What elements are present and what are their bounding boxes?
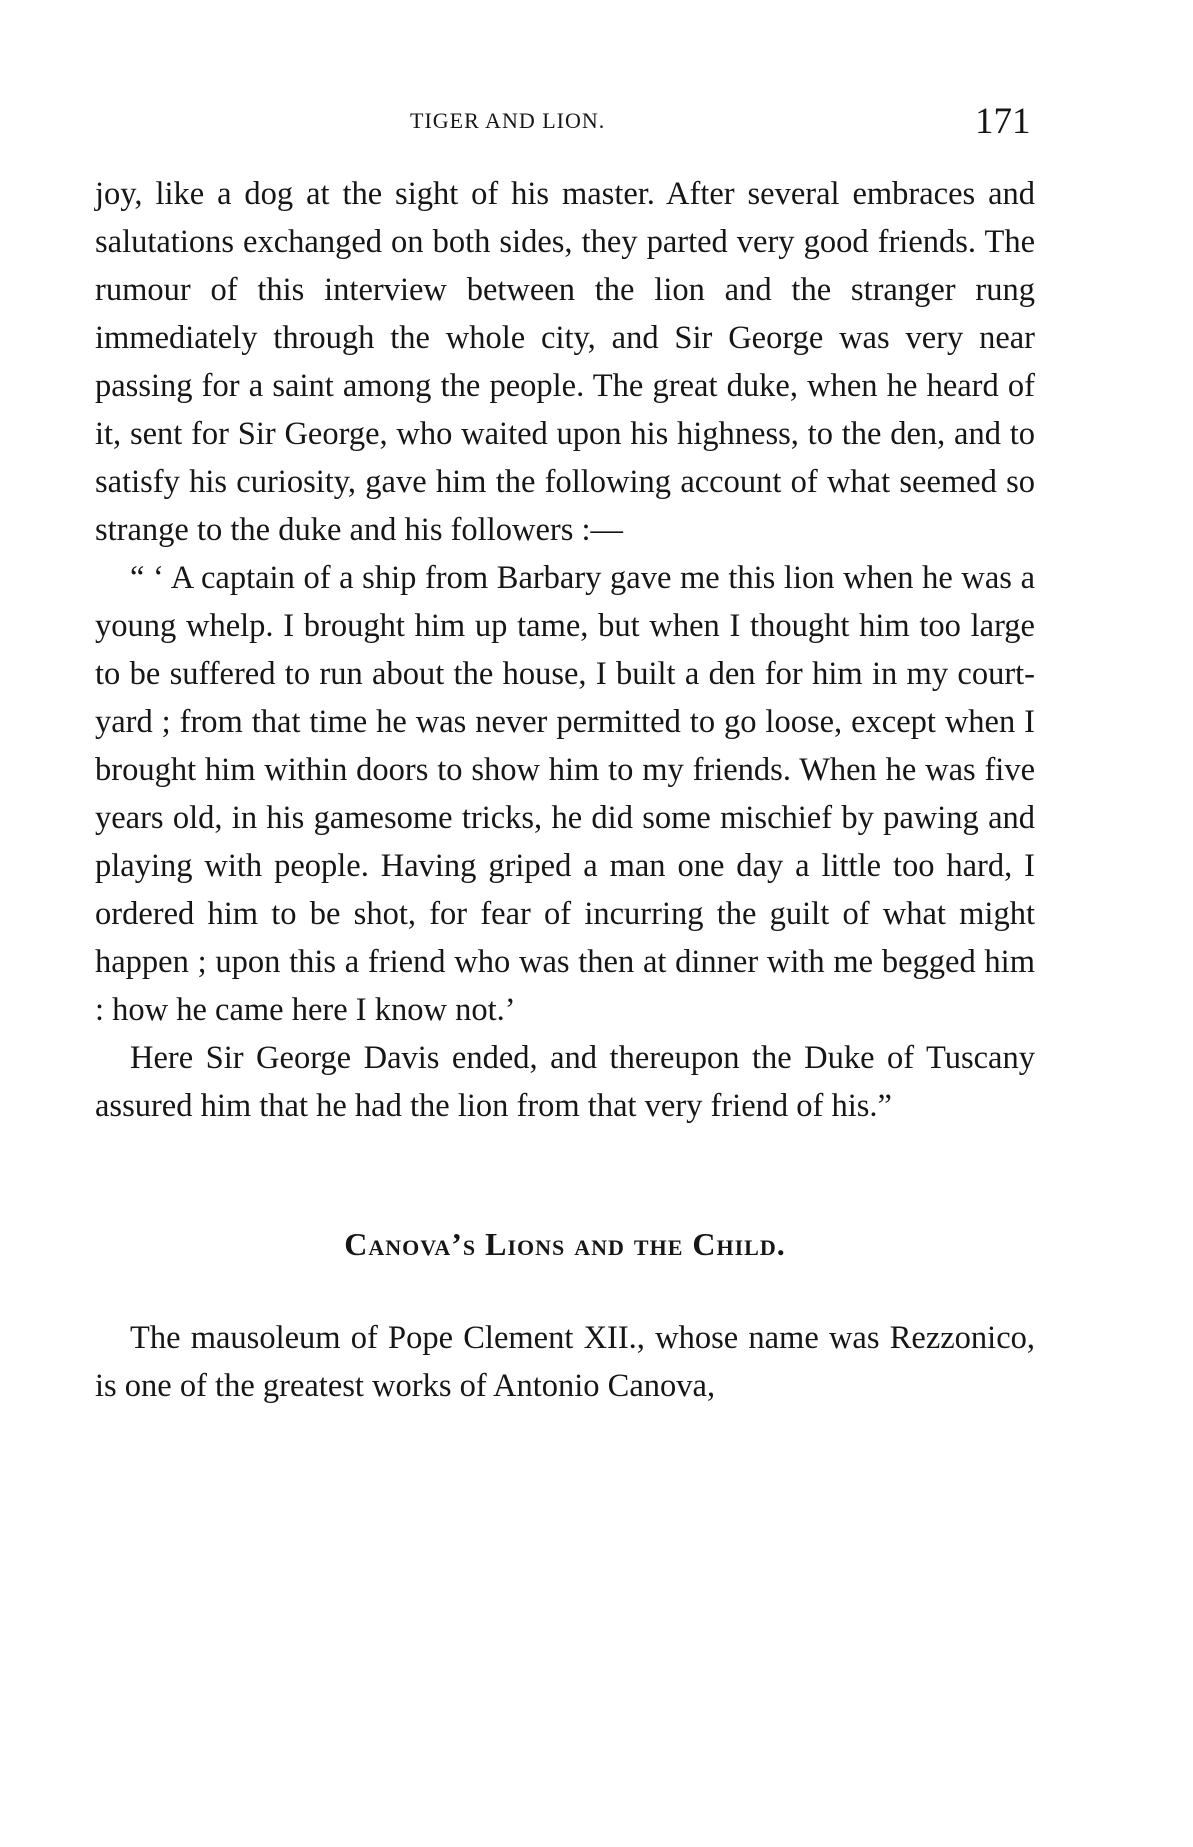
- page-number: 171: [975, 101, 1031, 142]
- paragraph-continuation: joy, like a dog at the sight of his master. After several embraces and salutations exchanged on both sides, they parted very good friends. The rumour of this interview between the lion and the stranger rung immediately through the whole city, and Sir George was very near passing for a saint among the people. The great duke, when he heard of it, sent for Sir George, who waited upon his highness, to the den, and to satisfy his curiosity, gave him the following account of what seemed so strange to the duke and his followers :—: [95, 176, 1035, 548]
- paragraph-section-opening: The mausoleum of Pope Clement XII., whose name was Rezzonico, is one of the greatest works of Antonio Canova,: [95, 1320, 1035, 1404]
- paragraph-quoted-account: “ ‘ A captain of a ship from Barbary gave me this lion when he was a young whelp. I brought him up tame, but when I thought him too large to be suffered to run about the house, I built a den for him in my court-yard ; from that time he was never permitted to go loose, except when I brought him within doors to show him to my friends. When he was five years old, in his gamesome tricks, he did some mischief by pawing and playing with people. Having griped a man one day a little too hard, I ordered him to be shot, for fear of incurring the guilt of what might happen ; upon this a friend who was then at dinner with me begged him : how he came here I know not.’: [95, 560, 1035, 1028]
- page-body: [95, 170, 1035, 1410]
- running-title: TIGER AND LION.: [410, 108, 606, 133]
- paragraph-conclusion: Here Sir George Davis ended, and thereupon the Duke of Tuscany assured him that he had the lion from that very friend of his.”: [95, 1040, 1035, 1124]
- section-heading: Canova’s Lions and the Child.: [344, 1226, 786, 1262]
